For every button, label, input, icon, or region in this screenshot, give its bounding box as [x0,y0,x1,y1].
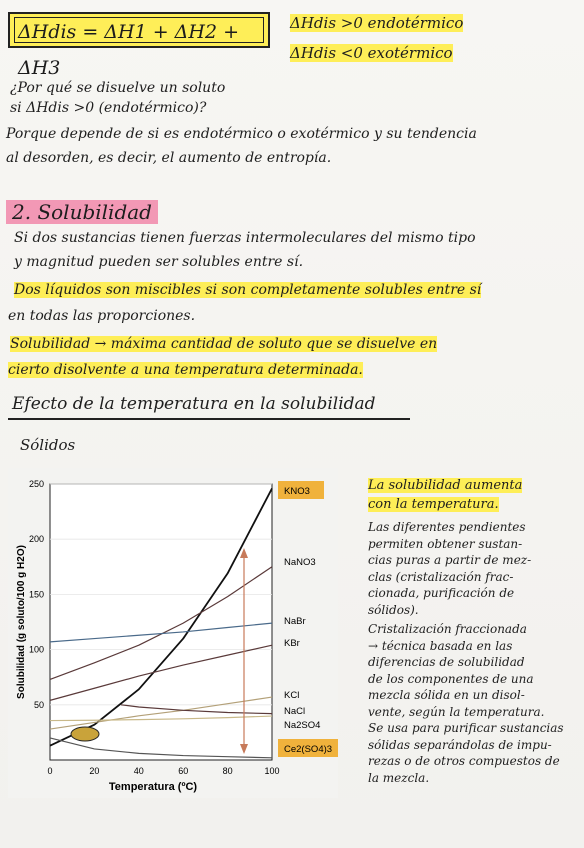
answer-line-2: al desorden, es decir, el aumento de entropía. [6,150,332,166]
slopes-line: permiten obtener sustan- [368,536,523,551]
series-label: NaBr [284,616,306,627]
fractional-line: → técnica basada en las [368,638,513,653]
para1-line-2: y magnitud pueden ser solubles entre sí. [14,254,304,270]
series-label: KBr [284,638,300,649]
fractional-line: sólidas separándolas de impu- [368,737,552,752]
formula-text: ΔHdis = ΔH1 + ΔH2 + ΔH3 [18,21,239,79]
para2-line-1: Dos líquidos son miscibles si son completamente solubles entre sí [14,282,482,298]
question-line-1: ¿Por qué se disuelve un soluto [10,80,226,96]
x-tick-label: 100 [264,766,280,776]
x-tick-label: 20 [89,766,100,776]
section-title: 2. Solubilidad [6,200,158,224]
para3-line-1: Solubilidad → máxima cantidad de soluto que se disuelve en [10,336,438,352]
slopes-line: clas (cristalización frac- [368,569,514,584]
slopes-line: cionada, purificación de [368,586,515,600]
fractional-line: mezcla sólida en un disol- [368,688,525,702]
question-line-2: si ΔHdis >0 (endotérmico)? [10,100,207,116]
fractional-line: vente, según la temperatura. [368,704,545,719]
rule-endothermic: ΔHdis >0 endotérmico [290,14,464,32]
series-label: KCl [284,690,300,701]
fractional-line: Cristalización fraccionada [368,622,527,636]
series-label: NaCl [284,706,306,717]
para1-line-1: Si dos sustancias tienen fuerzas intermoleculares del mismo tipo [14,230,476,246]
note-increase-2: con la temperatura. [368,497,499,512]
y-tick-label: 100 [28,644,44,655]
series-label: NaNO3 [284,557,316,568]
series-label: Ce2(SO4)3 [284,744,333,755]
series-label: Na2SO4 [284,720,321,731]
rule-exothermic: ΔHdis <0 exotérmico [290,44,453,62]
x-tick-label: 60 [178,766,189,776]
y-tick-label: 150 [28,589,44,600]
solubility-chart [8,468,338,798]
fractional-line: rezas o de otros compuestos de [368,754,560,768]
plot-area [50,484,272,760]
y-axis-label: Solubilidad (g soluto/100 g H2O) [16,545,27,699]
y-tick-label: 50 [33,699,44,710]
note-increase-1: La solubilidad aumenta [368,478,523,493]
formula-inner-border [14,17,264,43]
x-tick-label: 40 [133,766,144,776]
dissolution-enthalpy-formula [8,12,270,79]
slopes-line: sólidos). [368,602,419,617]
y-tick-label: 250 [28,479,44,489]
x-axis-label: Temperatura (ºC) [108,781,198,793]
slopes-line: Las diferentes pendientes [368,520,526,534]
x-tick-label: 0 [47,766,53,776]
x-tick-label: 80 [222,766,233,776]
effect-title-underline [8,418,410,420]
fractional-line: diferencias de solubilidad [368,655,525,669]
series-label: KNO3 [284,486,310,497]
y-tick-label: 200 [28,534,44,545]
fractional-line: de los componentes de una [368,671,534,686]
effect-title: Efecto de la temperatura en la solubilidad [12,394,376,414]
fractional-line: Se usa para purificar sustancias [368,721,564,735]
answer-line-1: Porque depende de si es endotérmico o exotérmico y su tendencia [6,126,477,142]
fractional-line: la mezcla. [368,770,430,785]
highlight-ellipse [71,727,99,741]
slopes-line: cias puras a partir de mez- [368,553,532,567]
para3-line-2: cierto disolvente a una temperatura determinada. [8,362,363,378]
para2-line-2: en todas las proporciones. [8,308,196,324]
solids-label: Sólidos [20,436,76,454]
